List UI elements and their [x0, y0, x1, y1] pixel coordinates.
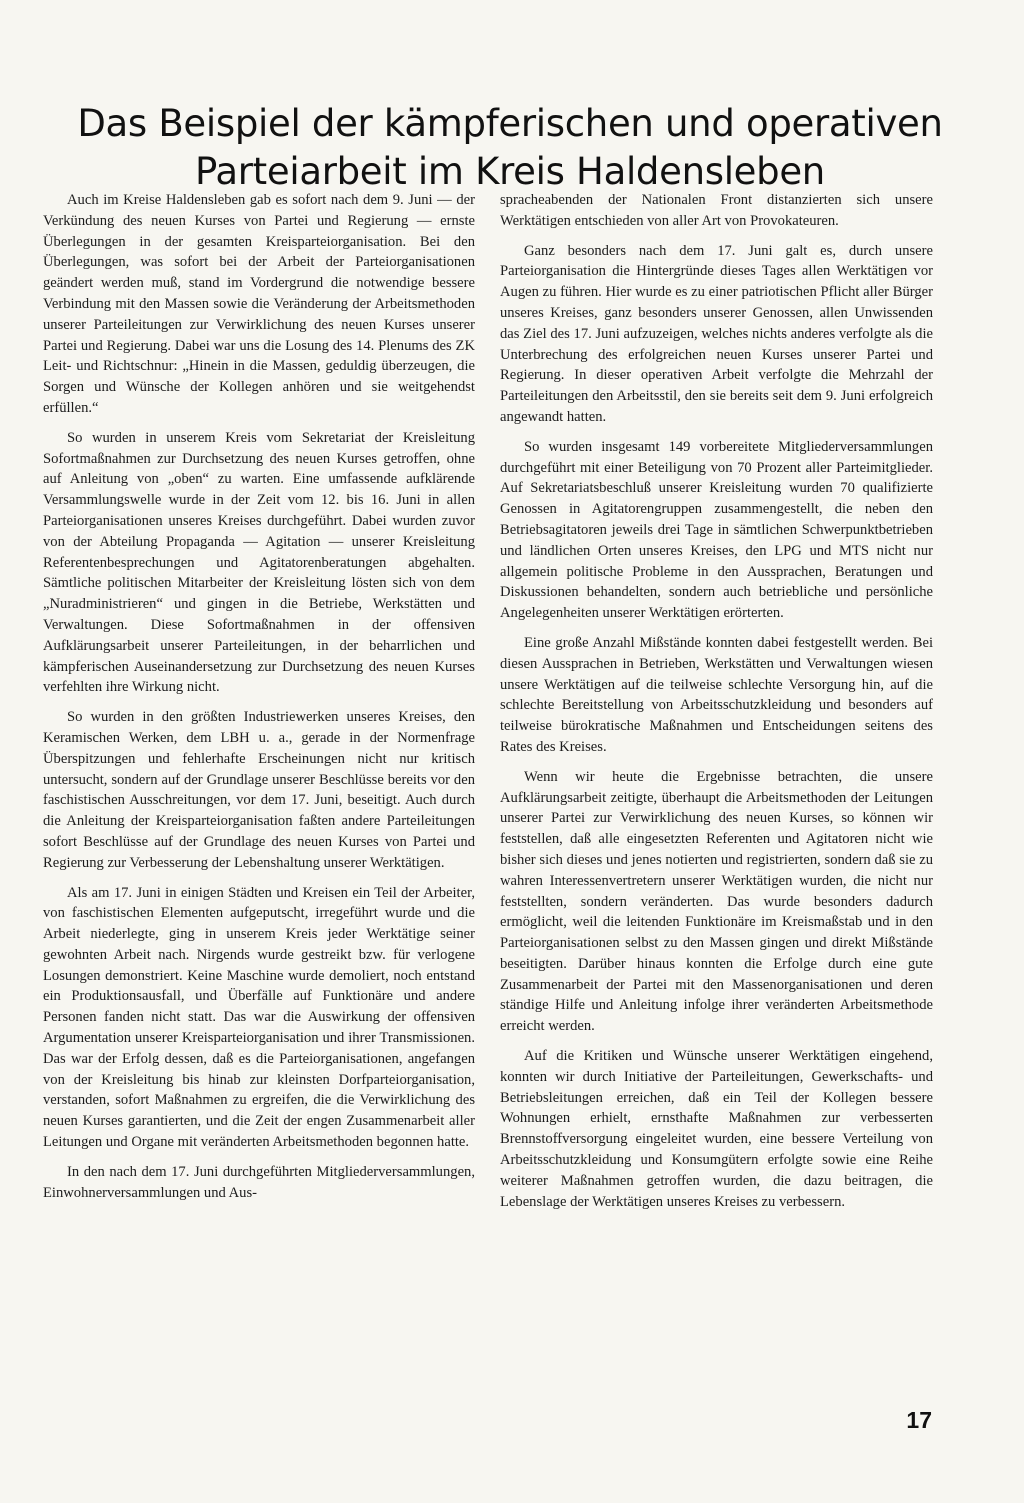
paragraph: So wurden in unserem Kreis vom Sekretariat der Kreisleitung Sofortmaßnahmen zur Durchsetzung des neuen Kurses getroffen, ohne auf Anleitung von „oben“ zu warten. Eine umfassende aufklärende Versammlungswelle wurde in der Zeit vom 12. bis 16. Juni in allen Parteiorganisationen unseres Kreises durchgeführt. Dabei wurden zuvor von der Abteilung Propaganda — Agitation — unserer Kreisleitung Referentenbesprechungen und Agitatorenberatungen abgehalten. Sämtliche politischen Mitarbeiter der Kreisleitung lösten sich von dem „Nuradministrieren“ und gingen in die Betriebe, Werkstätten und Verwaltungen. Diese Sofortmaßnahmen in der offensiven Aufklärungsarbeit unserer Parteileitungen, in der beharrlichen und kämpferischen Auseinandersetzung zur Durchsetzung des neuen Kurses verfehlten ihre Wirkung nicht.: [43, 429, 475, 696]
article-title: [60, 100, 960, 196]
paragraph: Wenn wir heute die Ergebnisse betrachten, die unsere Aufklärungsarbeit zeitigte, überhaupt die Arbeitsmethoden der Leitungen unserer Partei zur Verwirklichung des neuen Kurses, so können wir feststellen, daß alle eingesetzten Referenten und Agitatoren nicht wie bisher sich dieses und jenes notierten und registrierten, sondern daß sie zu wahren Interessenvertretern unserer Werktätigen wurden, die nicht nur feststellten, sondern veränderten. Das wurde besonders dadurch ermöglicht, weil die leitenden Funktionäre im Kreismaßstab und in den Parteiorganisationen selbst zu den Massen gingen und direkt Mißstände beseitigten. Darüber hinaus konnten die Erfolge durch eine gute Zusammenarbeit der Partei mit den Massenorganisationen und deren ständige Hilfe und Anleitung infolge ihrer veränderten Arbeitsmethode erreicht werden.: [500, 768, 933, 1035]
paragraph-continued: spracheabenden der Nationalen Front distanzierten sich unsere Werktätigen entschieden von aller Art von Provokateuren.: [500, 192, 933, 229]
paragraph: Auch im Kreise Haldensleben gab es sofort nach dem 9. Juni — der Verkündung des neuen Kurses von Partei und Regierung — ernste Überlegungen in der gesamten Kreisparteiorganisation. Bei den Überlegungen, was sofort bei der Arbeit der Parteiorganisationen geändert werden muß, stand im Vordergrund die notwendige bessere Verbindung mit den Massen sowie die Veränderung der Arbeitsmethoden unserer Parteileitungen zur Verwirklichung des neuen Kurses unserer Partei und Regierung. Dabei war uns die Losung des 14. Plenums des ZK Leit- und Richtschnur: „Hinein in die Massen, geduldig überzeugen, die Sorgen und Wünsche der Kollegen anhören und sie weitgehendst erfüllen.“: [43, 192, 475, 416]
paragraph: Eine große Anzahl Mißstände konnten dabei festgestellt werden. Bei diesen Aussprachen in Betrieben, Werkstätten und Verwaltungen wiesen unsere Werktätigen auf die teilweise schlechte Versorgung hin, auf die schlechte Bereitstellung von Arbeitsschutzkleidung und besonders auf teilweise bürokratische Maßnahmen und Entscheidungen seitens des Rates des Kreises.: [500, 634, 933, 755]
article-title-line-1: Das Beispiel der kämpferischen und operativen: [77, 102, 943, 145]
paragraph: Als am 17. Juni in einigen Städten und Kreisen ein Teil der Arbeiter, von faschistischen Elementen aufgeputscht, irregeführt wurde und die Arbeit niederlegte, ging in unserem Kreis jeder Werktätige seiner gewohnten Arbeit nach. Nirgends wurde gestreikt bzw. für verlogene Losungen demonstriert. Keine Maschine wurde demoliert, noch entstand ein Produktionsausfall, und Überfälle auf Funktionäre und andere Personen fanden nicht statt. Das war die Auswirkung der offensiven Argumentation unserer Kreisparteiorganisation und ihrer Transmissionen. Das war der Erfolg dessen, daß es die Parteiorganisationen, angefangen von der Kreisleitung bis hinab zur kleinsten Dorfparteiorganisation, verstanden, sofort Maßnahmen zu ergreifen, die die Verwirklichung des neuen Kurses garantierten, und die Zeit der engen Zusammenarbeit aller Leitungen und Organe mit veränderten Arbeitsmethoden begonnen hatte.: [43, 884, 475, 1151]
paragraph: So wurden insgesamt 149 vorbereitete Mitgliederversammlungen durchgeführt mit einer Beteiligung von 70 Prozent aller Parteimitglieder. Auf Sekretariatsbeschluß unserer Kreisleitung wurden 70 qualifizierte Genossen in Agitatorengruppen zusammengestellt, die neben den Betriebsagitatoren jeweils drei Tage in sämtlichen Schwerpunktbetrieben und ländlichen Orten unseres Kreises, den LPG und MTS nicht nur allgemein politische Probleme in den Aussprachen, Beratungen und Diskussionen behandelten, sondern auch betriebliche und persönliche Angelegenheiten unserer Werktätigen erörterten.: [500, 438, 933, 622]
paragraph: So wurden in den größten Industriewerken unseres Kreises, den Keramischen Werken, dem LBH u. a., gerade in der Normenfrage Überspitzungen und fehlerhafte Erscheinungen nicht nur kritisch untersucht, sondern auf der Grundlage unserer Beschlüsse bereits vor den faschistischen Ausschreitungen, vor dem 17. Juni, beseitigt. Auch durch die Anleitung der Kreisparteiorganisation faßten andere Parteileitungen sofort Beschlüsse auf der Grundlage des neuen Kurses von Partei und Regierung zur Verbesserung der Lebenshaltung unserer Werktätigen.: [43, 709, 475, 871]
page-number: 17: [906, 1407, 932, 1433]
right-column: [500, 190, 933, 1221]
paragraph: In den nach dem 17. Juni durchgeführten Mitgliederversammlungen, Einwohnerversammlungen und Aus-: [43, 1163, 475, 1201]
paragraph: Ganz besonders nach dem 17. Juni galt es, durch unsere Parteiorganisation die Hintergründe dieses Tages allen Werktätigen vor Augen zu führen. Hier wurde es zu einer patriotischen Pflicht aller Bürger unseres Kreises, ganz besonders unserer Genossen, allen Unwissenden das Ziel des 17. Juni aufzuzeigen, welches nichts anderes verfolgte als die Unterbrechung des erfolgreichen neuen Kurses unserer Partei und Regierung. In dieser operativen Arbeit verfolgte die Mehrzahl der Parteileitungen den Arbeitsstil, den sie bereits seit dem 9. Juni erfolgreich angewandt hatten.: [500, 242, 933, 425]
article-title-line-2: Parteiarbeit im Kreis Haldensleben: [195, 150, 825, 193]
paragraph: Auf die Kritiken und Wünsche unserer Werktätigen eingehend, konnten wir durch Initiative der Parteileitungen, Gewerkschafts- und Betriebsleitungen erreichen, daß ein Teil der Kollegen bessere Wohnungen erhielt, ernsthafte Maßnahmen zur verbesserten Brennstoffversorgung eingeleitet wurden, eine bessere Verteilung von Arbeitsschutzkleidung und Konsumgütern erfolgte sowie eine Reihe weiterer Maßnahmen getroffen wurden, die dazu beitragen, die Lebenslage der Werktätigen unseres Kreises zu verbessern.: [500, 1048, 933, 1210]
left-column: [43, 190, 475, 1212]
